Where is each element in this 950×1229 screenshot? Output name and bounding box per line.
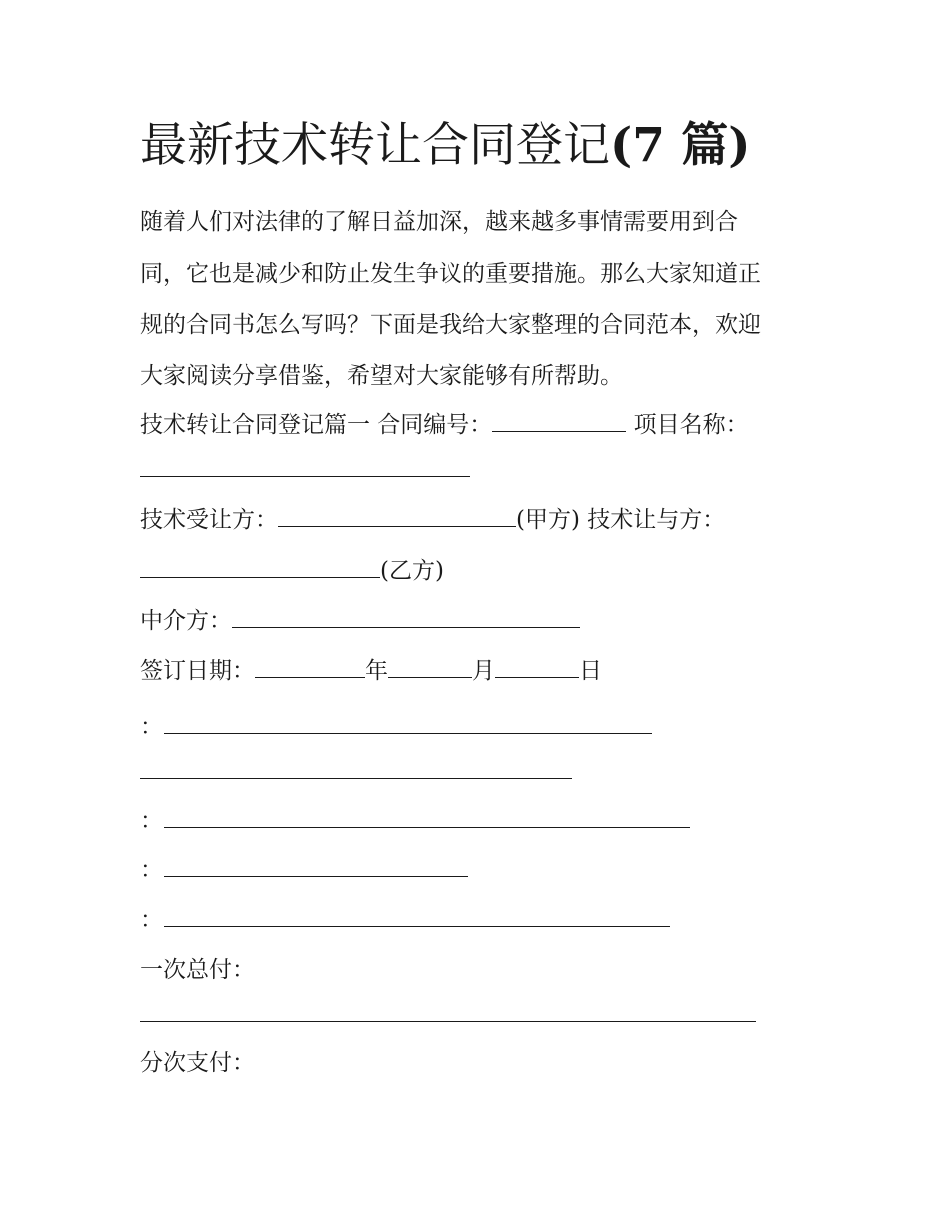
field-blank-4 bbox=[164, 906, 670, 927]
party-b-label: (乙方) bbox=[380, 558, 444, 584]
field-row-2 bbox=[140, 806, 690, 836]
intro-line-2: 同，它也是减少和防止发生争议的重要措施。那么大家知道正 bbox=[140, 261, 761, 287]
intro-line-4: 大家阅读分享借鉴，希望对大家能够有所帮助。 bbox=[140, 363, 623, 389]
field-row-1-continued bbox=[140, 757, 572, 787]
contract-number-row bbox=[140, 410, 749, 440]
day-label: 日 bbox=[579, 658, 602, 684]
field-row-4 bbox=[140, 905, 670, 935]
project-name-label: 项目名称： bbox=[626, 412, 749, 438]
month-blank bbox=[388, 657, 472, 678]
installment-label: 分次支付： bbox=[140, 1050, 255, 1076]
field-row-1 bbox=[140, 712, 652, 742]
assignee-row bbox=[140, 505, 725, 535]
field-blank-3 bbox=[164, 856, 468, 877]
installment-row bbox=[140, 1048, 255, 1078]
intermediary-blank bbox=[232, 607, 580, 628]
lump-sum-label: 一次总付： bbox=[140, 957, 255, 983]
sign-date-row bbox=[140, 656, 602, 686]
field-colon: ： bbox=[140, 714, 163, 740]
intermediary-row bbox=[140, 606, 580, 636]
project-name-row bbox=[140, 455, 470, 485]
field-colon: ： bbox=[140, 857, 163, 883]
field-blank-1b bbox=[140, 758, 572, 779]
intro-line-3: 规的合同书怎么写吗？下面是我给大家整理的合同范本，欢迎 bbox=[140, 312, 761, 338]
assignee-label: 技术受让方： bbox=[140, 507, 278, 533]
year-blank bbox=[255, 657, 365, 678]
assignor-blank bbox=[140, 557, 380, 578]
contract-number-blank bbox=[492, 411, 626, 432]
lump-sum-blank bbox=[140, 1001, 756, 1022]
document-title bbox=[140, 116, 751, 176]
sign-date-label: 签订日期： bbox=[140, 658, 255, 684]
party-a-label: (甲方) 技术让与方： bbox=[516, 507, 726, 533]
lump-sum-blank-row bbox=[140, 1000, 756, 1030]
field-colon: ： bbox=[140, 808, 163, 834]
project-name-blank bbox=[140, 456, 470, 477]
field-blank-2 bbox=[164, 807, 690, 828]
title-main: 最新技术转让合同登记 bbox=[140, 118, 610, 173]
intro-line-1: 随着人们对法律的了解日益加深，越来越多事情需要用到合 bbox=[140, 209, 738, 235]
month-label: 月 bbox=[472, 658, 495, 684]
assignor-row bbox=[140, 556, 444, 586]
intermediary-label: 中介方： bbox=[140, 608, 232, 634]
section-heading: 技术转让合同登记篇一 合同编号： bbox=[140, 412, 493, 438]
field-row-3 bbox=[140, 855, 468, 885]
field-blank-1 bbox=[164, 713, 652, 734]
title-suffix: (7 篇) bbox=[610, 118, 751, 173]
year-label: 年 bbox=[365, 658, 388, 684]
field-colon: ： bbox=[140, 907, 163, 933]
lump-sum-row bbox=[140, 955, 255, 985]
day-blank bbox=[495, 657, 579, 678]
assignee-blank bbox=[278, 506, 516, 527]
